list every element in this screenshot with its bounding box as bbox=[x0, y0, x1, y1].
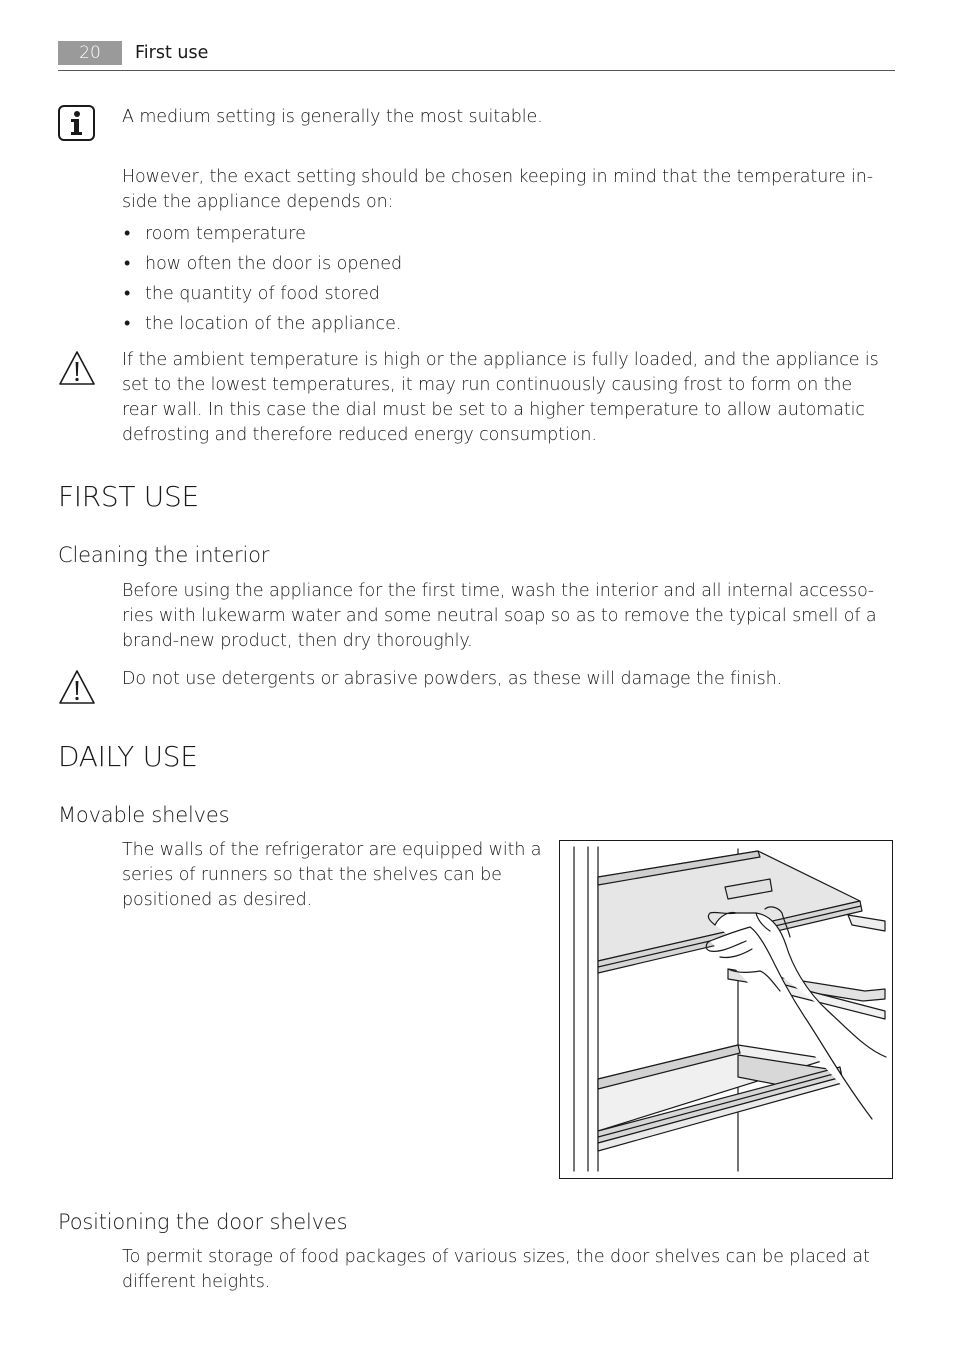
warning-ambient-text: If the ambient temperature is high or the appliance is fully loaded, and the appliance is set to the lowest temperatures, it may run continuously causing frost to form on the rear wall. In this case the dial must be set to a higher temperature to allow automatic defrosting and therefore reduced energy consumption. bbox=[122, 350, 879, 445]
hand-placing-shelf-illustration bbox=[559, 840, 893, 1179]
movable-shelves-paragraph: The walls of the refrigerator are equipped with a series of runners so that the shelves can be positioned as desired. bbox=[122, 840, 542, 910]
list-item: • the quantity of food stored bbox=[122, 279, 402, 309]
list-item: • how often the door is opened bbox=[122, 249, 402, 279]
warning-icon bbox=[58, 669, 96, 705]
page-number: 20 bbox=[58, 41, 122, 65]
info-note-line: A medium setting is generally the most suitable. bbox=[122, 107, 543, 127]
section-heading-first-use: FIRST USE bbox=[58, 480, 199, 513]
warning-icon bbox=[58, 350, 96, 386]
subheading-door-shelves: Positioning the door shelves bbox=[58, 1210, 348, 1234]
cleaning-paragraph: Before using the appliance for the first time, wash the interior and all internal accessories with lukewarm water and some neutral soap so as to remove the typical smell of a brand-new product, then dry thoroughly. bbox=[122, 581, 877, 651]
running-header: First use bbox=[135, 43, 209, 63]
section-heading-daily-use: DAILY USE bbox=[58, 740, 198, 773]
info-note-paragraph: However, the exact setting should be chosen keeping in mind that the temperature inside the appliance depends on: bbox=[122, 167, 874, 212]
list-item: • room temperature bbox=[122, 219, 402, 249]
factor-list bbox=[122, 219, 402, 339]
info-icon bbox=[58, 105, 96, 141]
subheading-movable-shelves: Movable shelves bbox=[58, 803, 230, 827]
detergent-warning-text: Do not use detergents or abrasive powders, as these will damage the finish. bbox=[122, 669, 783, 689]
subheading-cleaning: Cleaning the interior bbox=[58, 543, 270, 567]
header-divider bbox=[58, 70, 895, 71]
list-item: • the location of the appliance. bbox=[122, 309, 402, 339]
door-shelves-paragraph: To permit storage of food packages of various sizes, the door shelves can be placed at different heights. bbox=[122, 1247, 870, 1292]
